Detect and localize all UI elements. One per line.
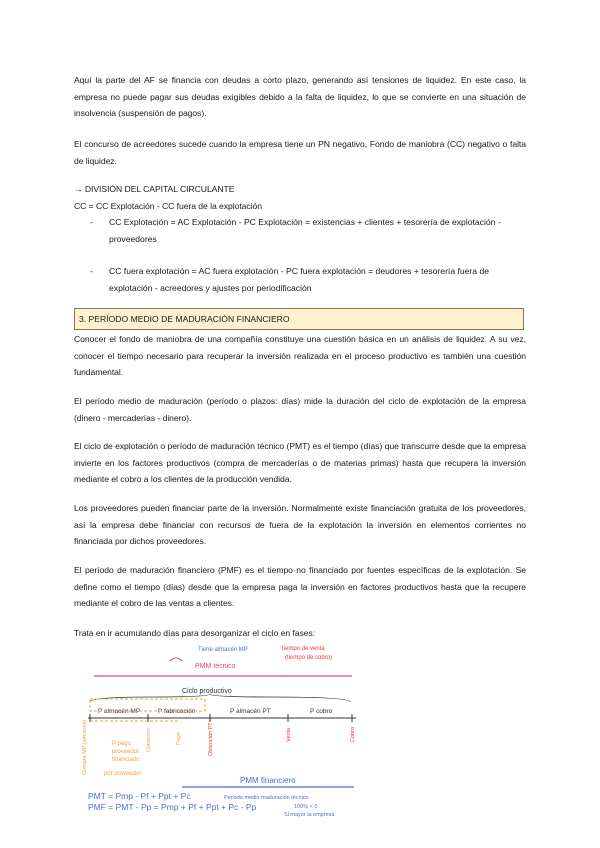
diagram-note: tiempo de venta <box>282 646 325 652</box>
paragraph-fases <box>74 625 526 642</box>
paragraph-text: El período de maduración financiero (PMF) es el tiempo no financiado por fuentes específicas de la explotación. Se define como el tiempo (días) desde que la empresa paga la inversión en factores productivos hasta que la recupere mediante el cobro de las ventas a clientes. <box>74 565 526 608</box>
diagram-note: Tiene almacén MP <box>198 647 248 653</box>
division-formula: CC = CC Explotación - CC fuera de la explotación <box>74 200 262 211</box>
list-item: - CC Explotación = AC Explotación - PC Explotación = existencias + clientes + tesorería de explotación - proveedores <box>74 214 526 247</box>
formula-note: Periodo medio maduración técnico <box>224 795 309 801</box>
paragraph-concurso <box>74 136 526 169</box>
tick-label: Consumo <box>146 728 152 752</box>
pago-note: por proveedor <box>104 771 142 777</box>
tick-label: Cobro <box>350 727 356 742</box>
phase-label: P almacén PT <box>230 708 271 715</box>
diagram-note: (tiempo de cobro) <box>285 655 333 661</box>
pmm-tecnico-label: PMM técnico <box>195 663 236 670</box>
division-list <box>74 214 526 296</box>
paragraph-text: Aquí la parte del AF se financia con deudas a corto plazo, generando así tensiones de liquidez. En este caso, la empresa no puede pagar sus deudas exigibles debido a la falta de liquidez, lo que se convierte en una situación de insolvencia (suspensión de pagos). <box>74 75 526 118</box>
division-section <box>74 181 526 296</box>
paragraph-pmm <box>74 393 526 426</box>
phase-label: P fabricación <box>158 708 196 715</box>
paragraph-proveedores <box>74 500 526 550</box>
paragraph-pmt <box>74 438 526 488</box>
tick-label: Obtención PT <box>208 722 214 756</box>
section-heading <box>74 308 524 330</box>
pmm-financiero-label: PMM financiero <box>240 776 296 785</box>
paragraph-pmf <box>74 562 526 612</box>
phase-label: P cobro <box>310 708 333 715</box>
bracket-curve <box>170 658 182 661</box>
formula-note: Si mayor la empresa <box>284 812 335 818</box>
tick-label: Venta <box>286 727 292 742</box>
division-title: → DIVISIÓN DEL CAPITAL CIRCULANTE <box>74 184 235 194</box>
paragraph-fondo <box>74 331 526 381</box>
pago-note: proveedor <box>112 749 140 755</box>
phase-label: P almacén MP <box>98 708 141 715</box>
list-item: - CC fuera explotación = AC fuera explotación - PC fuera explotación = deudores + tesorería fuera de explotación - acreedores y ajustes por periodificación <box>74 263 526 296</box>
pago-note: financiado <box>112 757 140 763</box>
paragraph-text: Los proveedores pueden financiar parte de la inversión. Normalmente existe financiación gratuita de los proveedores, así la empresa debe financiar con recursos de fuera de la explotación la inversión en elementos corrientes no financiada por dichos proveedores. <box>74 503 526 546</box>
formula-pmf: PMF = PMT - Pp = Pmp + Pf + Ppt + Pc - Pp <box>88 802 257 812</box>
timeline-ticks <box>90 714 352 722</box>
paragraph-text: El concurso de acreedores sucede cuando la empresa tiene un PN negativo, Fondo de maniobra (CC) negativo o falta de liquidez. <box>74 139 526 166</box>
paragraph-text: El período medio de maduración (período o plazos: días) mide la duración del ciclo de explotación de la empresa (dinero - mercaderías - dinero). <box>74 396 526 423</box>
tick-label: Pago <box>176 732 182 745</box>
tick-label: Compra MP (almacén) <box>82 719 88 775</box>
ciclo-bracket <box>90 694 350 702</box>
paragraph-text: El ciclo de explotación o período de maduración técnico (PMT) es el tiempo (días) que transcurre desde que la empresa invierte en los factores productivos (compra de mercaderías o de materias primas) hasta que recupera la inversión mediante el cobro a los clientes de la producción vendida. <box>74 441 526 484</box>
section-title: 3. PERÍODO MEDIO DE MADURACIÓN FINANCIERO <box>79 314 290 324</box>
paragraph-insolvency <box>74 72 526 122</box>
paragraph-text: Conocer el fondo de maniobra de una compañía constituye una cuestión básica en un análisis de liquidez. A su vez, conocer el tiempo necesario para recuperar la inversión realizada en el proceso productivo es también una cuestión fundamental. <box>74 334 526 377</box>
formula-note: 100% < 0 <box>294 804 318 810</box>
pago-box <box>90 699 205 711</box>
pago-note: P pago <box>112 741 131 747</box>
formula-pmt: PMT = Pmp - Pf + Ppt + Pc <box>88 791 191 801</box>
paragraph-text: Trata en ir acumulando días para desorganizar el ciclo en fases: <box>74 628 316 638</box>
ciclo-productivo-label: Ciclo productivo <box>182 688 232 695</box>
